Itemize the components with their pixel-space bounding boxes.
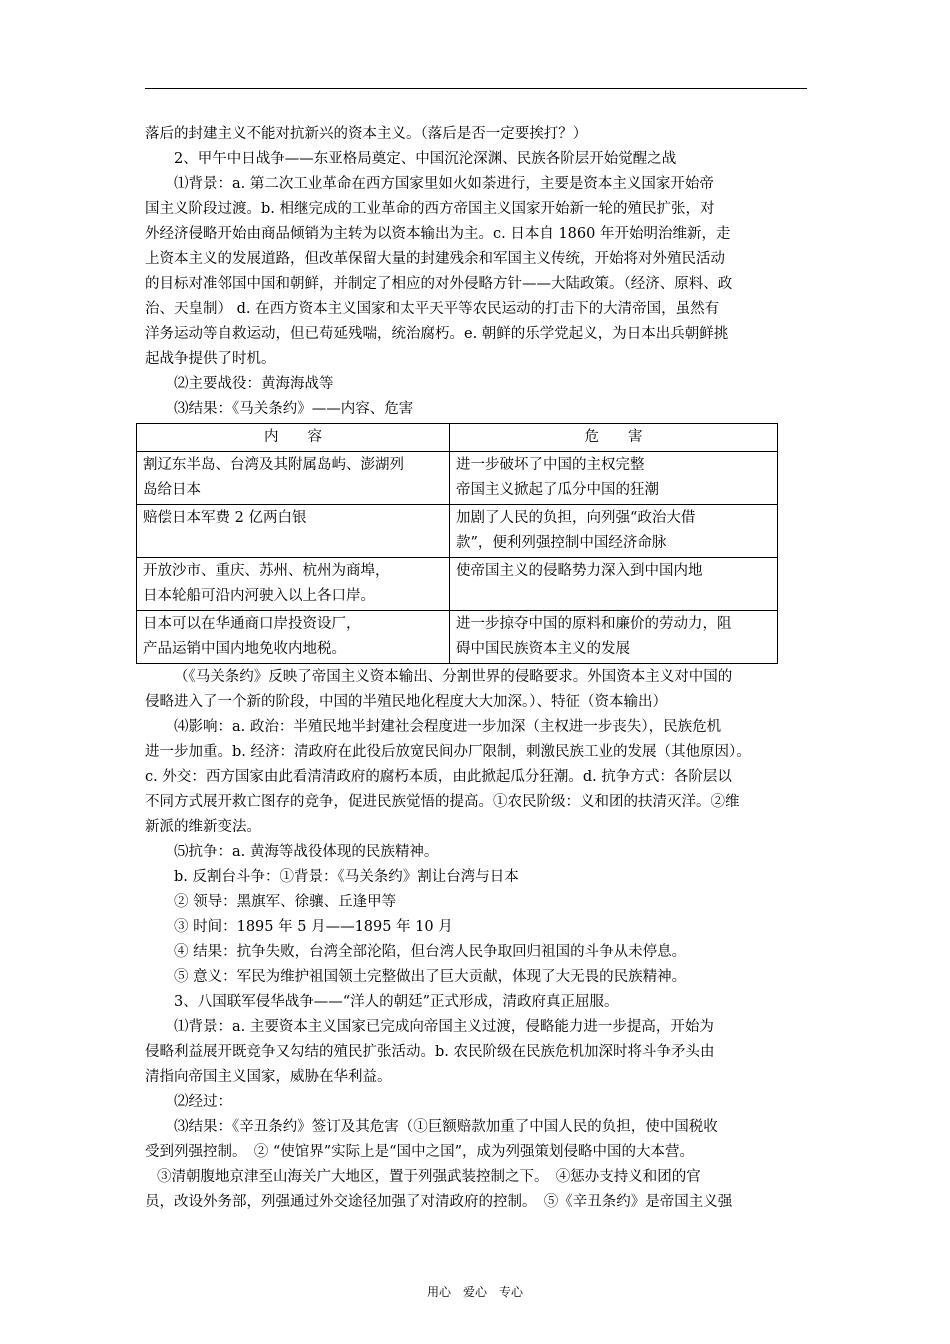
text-line: ② 领导：黑旗军、徐骧、丘逢甲等 [174, 894, 397, 910]
table-cell-content [137, 505, 450, 558]
cell-line: 加剧了人民的负担，向列强“政治大借 [456, 510, 696, 526]
cell-line: 进一步掠夺中国的原料和廉价的劳动力，阻 [456, 616, 732, 632]
text-line: ⑸抗争：a. 黄海等战役体现的民族精神。 [174, 844, 439, 860]
text-line: 的目标对准邻国中国和朝鲜，并制定了相应的对外侵略方针——大陆政策。（经济、原料、政 [145, 276, 733, 292]
table-header-content: 内 容 [137, 424, 450, 452]
table-row [137, 611, 778, 664]
treaty-table [136, 423, 778, 664]
text-line: 员，改设外务部，列强通过外交途径加强了对清政府的控制。 ⑤《辛丑条约》是帝国主义强 [145, 1194, 733, 1210]
text-line: 洋务运动等自救运动，但已苟延残喘，统治腐朽。e. 朝鲜的乐学党起义，为日本出兵朝鲜挑 [145, 326, 729, 342]
text-line: ④ 结果：抗争失败，台湾全部沦陷，但台湾人民争取回归祖国的斗争从未停息。 [174, 944, 687, 960]
text-line: 进一步加重。b. 经济：清政府在此役后放宽民间办厂限制，刺激民族工业的发展（其他原因）。 [145, 744, 751, 760]
cell-line: 赔偿日本军费 2 亿两白银 [143, 510, 307, 526]
cell-line: 产品运销中国内地免收内地税。 [143, 641, 346, 657]
text-line: 侵略利益展开既竞争又勾结的殖民扩张活动。b. 农民阶级在民族危机加深时将斗争矛头由 [145, 1044, 715, 1060]
text-line: 不同方式展开救亡图存的竞争，促进民族觉悟的提高。①农民阶级：义和团的扶清灭洋。②维 [145, 794, 740, 810]
cell-line: 日本可以在华通商口岸投资设厂， [143, 616, 361, 632]
table-cell-content [137, 558, 450, 611]
text-line: 国主义阶段过渡。b. 相继完成的工业革命的西方帝国主义国家开始新一轮的殖民扩张，对 [145, 201, 715, 217]
header-rule [145, 88, 807, 89]
text-line: 清指向帝国主义国家，威胁在华利益。 [145, 1069, 392, 1085]
text-line: 起战争提供了时机。 [145, 351, 276, 367]
text-line: ⑷影响：a. 政治：半殖民地半封建社会程度进一步加深（主权进一步丧失），民族危机 [174, 719, 722, 735]
text-line: ⑶结果：《马关条约》——内容、危害 [174, 401, 414, 417]
cell-line: 进一步破坏了中国的主权完整 [456, 457, 645, 473]
table-cell-content [137, 452, 450, 505]
text-block-top [145, 122, 810, 422]
text-line: 侵略进入了一个新的阶段，中国的半殖民地化程度大大加深。）、特征（资本输出） [145, 694, 667, 710]
table-cell-harm [450, 611, 778, 664]
text-line: ③清朝腹地京津至山海关广大地区，置于列强武装控制之下。 ④惩办支持义和团的官 [157, 1169, 701, 1185]
table-cell-content [137, 611, 450, 664]
cell-line: 日本轮船可沿内河驶入以上各口岸。 [143, 588, 375, 604]
cell-line: 碍中国民族资本主义的发展 [456, 641, 630, 657]
text-line: 3、八国联军侵华战争——“洋人的朝廷”正式形成，清政府真正屈服。 [174, 994, 619, 1010]
cell-line: 割辽东半岛、台湾及其附属岛屿、澎湖列 [143, 457, 404, 473]
text-line: 2、甲午中日战争——东亚格局奠定、中国沉沦深渊、民族各阶层开始觉醒之战 [174, 151, 677, 167]
table-row [137, 452, 778, 505]
document-body [145, 122, 810, 1215]
cell-line: 帝国主义掀起了瓜分中国的狂潮 [456, 482, 659, 498]
text-line: ⑴背景：a. 主要资本主义国家已完成向帝国主义过渡，侵略能力进一步提高，开始为 [174, 1019, 714, 1035]
text-line: 受到列强控制。 ② “使馆界”实际上是“国中之国”，成为列强策划侵略中国的大本营。 [145, 1144, 695, 1160]
text-line: ⑴背景：a. 第二次工业革命在西方国家里如火如荼进行，主要是资本主义国家开始帝 [174, 176, 714, 192]
page-footer: 用心 爱心 专心 [426, 1285, 523, 1299]
text-block-bottom [145, 665, 810, 1215]
text-line: 治、天皇制） d. 在西方资本主义国家和太平天平等农民运动的打击下的大清帝国，虽然有 [145, 301, 720, 317]
text-line: b. 反割台斗争：①背景：《马关条约》割让台湾与日本 [174, 869, 519, 885]
text-line: ③ 时间：1895 年 5 月——1895 年 10 月 [174, 919, 453, 935]
table-row [137, 558, 778, 611]
table-cell-harm [450, 505, 778, 558]
table-header-harm: 危 害 [450, 424, 778, 452]
table-row [137, 505, 778, 558]
text-line: ⑵主要战役：黄海海战等 [174, 376, 334, 392]
text-line: ⑶结果：《辛丑条约》签订及其危害（①巨额赔款加重了中国人民的负担，使中国税收 [174, 1119, 718, 1135]
text-line: 上资本主义的发展道路，但改革保留大量的封建残余和军国主义传统，开始将对外殖民活动 [145, 251, 725, 267]
text-line: 新派的维新变法。 [145, 819, 261, 835]
text-line: （《马关条约》反映了帝国主义资本输出、分割世界的侵略要求。外国资本主义对中国的 [174, 669, 733, 685]
cell-line: 使帝国主义的侵略势力深入到中国内地 [456, 563, 703, 579]
text-line: c. 外交：西方国家由此看清清政府的腐朽本质，由此掀起瓜分狂潮。d. 抗争方式：各阶层以 [145, 769, 732, 785]
table-cell-harm [450, 558, 778, 611]
cell-line: 开放沙市、重庆、苏州、杭州为商埠， [143, 563, 390, 579]
text-line: 外经济侵略开始由商品倾销为主转为以资本输出为主。c. 日本自 1860 年开始明治维新，走 [145, 226, 731, 242]
cell-line: 款”，便利列强控制中国经济命脉 [456, 535, 667, 551]
cell-line: 岛给日本 [143, 482, 201, 498]
table-cell-harm [450, 452, 778, 505]
text-line: ⑤ 意义：军民为维护祖国领土完整做出了巨大贡献，体现了大无畏的民族精神。 [174, 969, 687, 985]
table-header-row [137, 424, 778, 452]
text-line: 落后的封建主义不能对抗新兴的资本主义。（落后是否一定要挨打？） [145, 126, 588, 142]
text-line: ⑵经过： [174, 1094, 232, 1110]
